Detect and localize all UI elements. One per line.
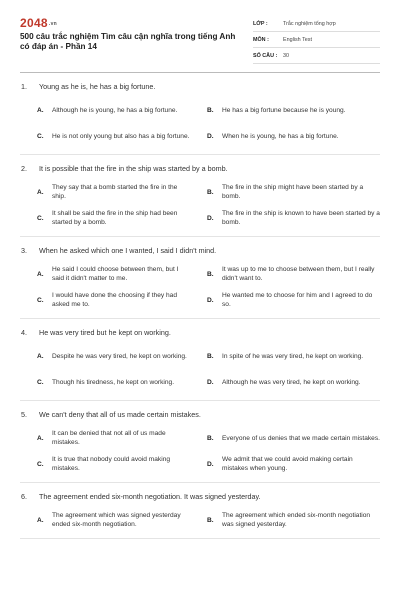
question-number: 6. xyxy=(21,492,27,501)
option-text: The fire in the ship is known to have been started by a bomb. xyxy=(222,210,380,226)
option-letter: B. xyxy=(207,352,214,360)
option-text: Although he is young, he has a big fortune. xyxy=(52,106,178,114)
option-b[interactable] xyxy=(190,261,380,287)
option-text: He is not only young but also has a big fortune. xyxy=(52,132,190,140)
question-number: 3. xyxy=(21,246,27,255)
option-a[interactable] xyxy=(20,261,190,287)
option-text: The agreement which ended six-month negotiation was signed yesterday. xyxy=(222,512,371,528)
site-logo[interactable] xyxy=(20,16,57,30)
option-b[interactable] xyxy=(190,179,380,205)
option-letter: D. xyxy=(207,214,214,222)
option-letter: A. xyxy=(37,434,44,442)
question-prompt xyxy=(20,328,380,337)
option-b[interactable] xyxy=(190,425,380,451)
question-5 xyxy=(20,401,380,483)
meta-key: LỚP : xyxy=(253,20,268,27)
question-text: Young as he is, he has a big fortune. xyxy=(39,82,156,91)
option-d[interactable] xyxy=(190,205,380,231)
page-header xyxy=(20,16,380,66)
answer-options xyxy=(20,261,380,313)
option-text: It can be denied that not all of us made mistakes. xyxy=(52,430,166,446)
option-d[interactable] xyxy=(190,451,380,477)
option-d[interactable] xyxy=(190,369,380,395)
option-letter: A. xyxy=(37,516,44,524)
option-c[interactable] xyxy=(20,369,190,395)
option-b[interactable] xyxy=(190,343,380,369)
option-letter: A. xyxy=(37,188,44,196)
meta-value: English Test xyxy=(283,36,312,43)
option-text: It was up to me to choose between them, but I really didn't want to. xyxy=(222,266,375,282)
option-d[interactable] xyxy=(190,287,380,313)
answer-options xyxy=(20,507,380,533)
question-text: The agreement ended six-month negotiation. It was signed yesterday. xyxy=(39,492,261,501)
option-text: Everyone of us denies that we made certain mistakes. xyxy=(222,434,380,442)
option-c[interactable] xyxy=(20,287,190,313)
option-letter: D. xyxy=(207,296,214,304)
option-text: He wanted me to choose for him and I agreed to do so. xyxy=(222,292,373,308)
question-3 xyxy=(20,237,380,319)
answer-options xyxy=(20,425,380,477)
meta-value: Trắc nghiệm tổng hợp xyxy=(283,20,336,27)
option-letter: D. xyxy=(207,460,214,468)
option-letter: C. xyxy=(37,214,44,222)
option-text: When he is young, he has a big fortune. xyxy=(222,132,339,140)
question-number: 4. xyxy=(21,328,27,337)
answer-options xyxy=(20,97,380,149)
option-a[interactable] xyxy=(20,425,190,451)
option-a[interactable] xyxy=(20,507,190,533)
meta-row-subject xyxy=(253,32,380,48)
option-b[interactable] xyxy=(190,97,380,123)
meta-row-class xyxy=(253,16,380,32)
option-letter: D. xyxy=(207,132,214,140)
meta-table xyxy=(253,16,380,64)
option-letter: B. xyxy=(207,434,214,442)
option-text: I would have done the choosing if they had asked me to. xyxy=(52,292,178,308)
option-d[interactable] xyxy=(190,123,380,149)
question-prompt xyxy=(20,164,380,173)
question-number: 5. xyxy=(21,410,27,419)
question-list xyxy=(20,73,380,539)
logo-suffix-text: .vn xyxy=(48,20,58,27)
option-letter: C. xyxy=(37,132,44,140)
option-text: It shall be said the fire in the ship had been started by a bomb. xyxy=(52,210,178,226)
question-text: It is possible that the fire in the ship was started by a bomb. xyxy=(39,164,228,173)
meta-row-count xyxy=(253,48,380,64)
option-letter: C. xyxy=(37,378,44,386)
option-text: The agreement which was signed yesterday ended six-month negotiation. xyxy=(52,512,181,528)
option-text: They say that a bomb started the fire in the ship. xyxy=(52,184,178,200)
question-prompt xyxy=(20,492,380,501)
question-text: When he asked which one I wanted, I said I didn't mind. xyxy=(39,246,217,255)
option-letter: C. xyxy=(37,460,44,468)
option-letter: B. xyxy=(207,188,214,196)
option-letter: A. xyxy=(37,106,44,114)
question-2 xyxy=(20,155,380,237)
question-text: He was very tired but he kept on working. xyxy=(39,328,171,337)
option-letter: A. xyxy=(37,270,44,278)
option-text: Although he was very tired, he kept on working. xyxy=(222,378,361,386)
document-title: 500 câu trắc nghiệm Tìm câu cận nghĩa trong tiếng Anh có đáp án - Phần 14 xyxy=(20,32,236,51)
option-letter: A. xyxy=(37,352,44,360)
answer-options xyxy=(20,343,380,395)
option-a[interactable] xyxy=(20,343,190,369)
option-text: The fire in the ship might have been started by a bomb. xyxy=(222,184,364,200)
option-c[interactable] xyxy=(20,123,190,149)
option-a[interactable] xyxy=(20,97,190,123)
option-text: He said I could choose between them, but I said it didn't matter to me. xyxy=(52,266,179,282)
option-letter: B. xyxy=(207,516,214,524)
question-prompt xyxy=(20,82,380,91)
option-text: He has a big fortune because he is young. xyxy=(222,106,346,114)
option-text: We admit that we could avoid making certain mistakes when young. xyxy=(222,456,353,472)
logo-main-text: 2048 xyxy=(20,16,48,30)
option-text: Though his tiredness, he kept on working. xyxy=(52,378,175,386)
meta-key: MÔN : xyxy=(253,36,269,43)
option-text: In spite of he was very tired, he kept on working. xyxy=(222,352,364,360)
question-prompt xyxy=(20,246,380,255)
option-a[interactable] xyxy=(20,179,190,205)
option-letter: D. xyxy=(207,378,214,386)
option-text: Despite he was very tired, he kept on working. xyxy=(52,352,187,360)
meta-key: SỐ CÂU : xyxy=(253,52,278,59)
option-text: It is true that nobody could avoid making mistakes. xyxy=(52,456,171,472)
option-letter: B. xyxy=(207,106,214,114)
option-letter: B. xyxy=(207,270,214,278)
question-text: We can't deny that all of us made certain mistakes. xyxy=(39,410,201,419)
question-number: 2. xyxy=(21,164,27,173)
question-4 xyxy=(20,319,380,401)
question-prompt xyxy=(20,410,380,419)
option-letter: C. xyxy=(37,296,44,304)
option-b[interactable] xyxy=(190,507,380,533)
meta-value: 30 xyxy=(283,52,289,59)
answer-options xyxy=(20,179,380,231)
question-1 xyxy=(20,73,380,155)
question-number: 1. xyxy=(21,82,27,91)
option-c[interactable] xyxy=(20,451,190,477)
option-c[interactable] xyxy=(20,205,190,231)
question-6 xyxy=(20,483,380,539)
